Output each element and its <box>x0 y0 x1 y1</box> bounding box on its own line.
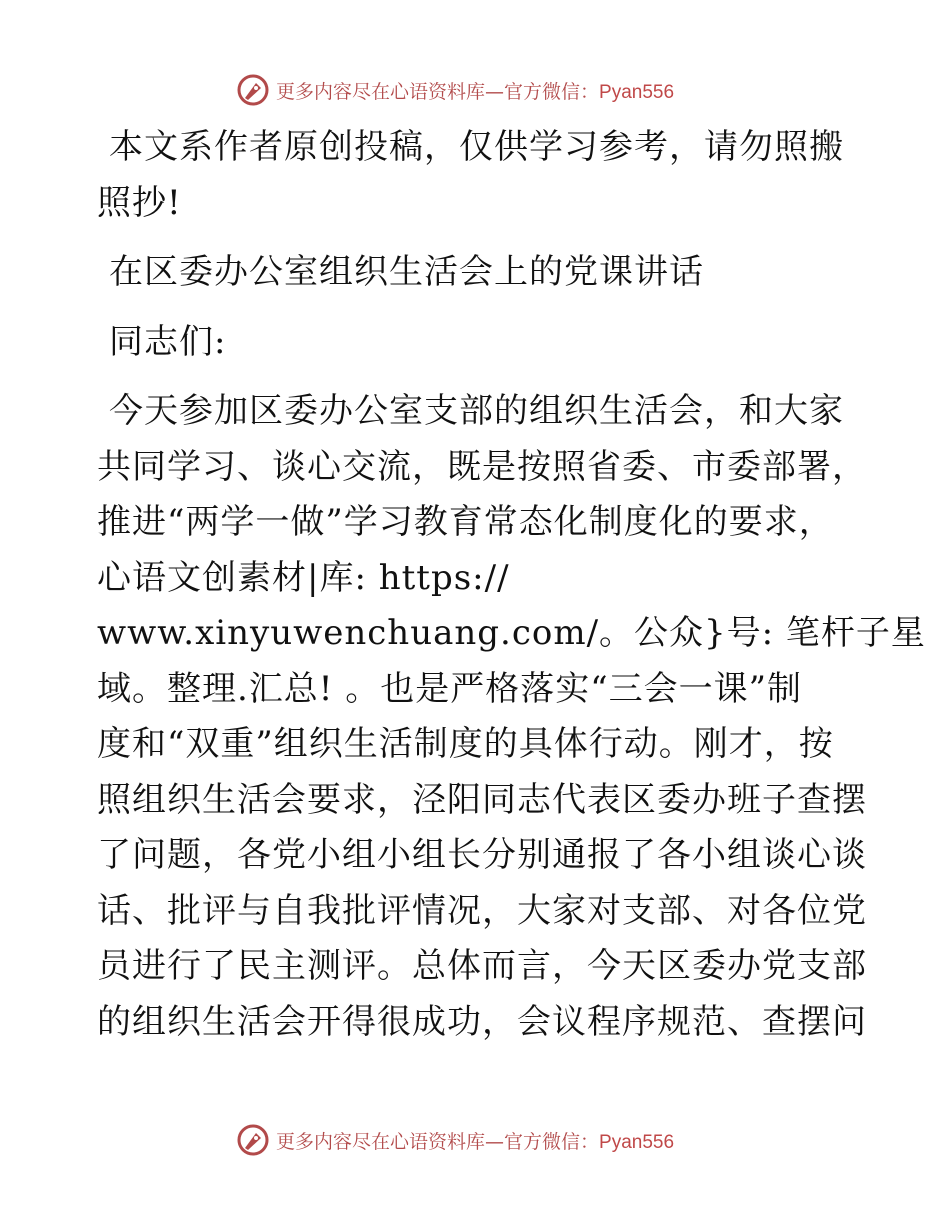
body-line: 照组织生活会要求，泾阳同志代表区委办班子查摆 <box>97 779 867 820</box>
watermark-wechat-id: Pyan556 <box>599 1131 675 1153</box>
body-line: 话、批评与自我批评情况，大家对支部、对各位党 <box>97 890 867 931</box>
body-line: 今天参加区委办公室支部的组织生活会，和大家 <box>109 391 844 431</box>
body-line: 度和“双重”组织生活制度的具体行动。刚才，按 <box>97 724 834 764</box>
salutation: 同志们: <box>109 321 227 362</box>
header-watermark <box>236 72 756 108</box>
body-line: www.xinyuwenchuang.com/。公众}号: 笔杆子星 <box>97 613 926 653</box>
body-paragraph <box>97 384 926 1050</box>
notice-paragraph <box>97 120 857 231</box>
body-line: 共同学习、谈心交流，既是按照省委、市委部署， <box>97 446 867 487</box>
body-line: 员进行了民主测评。总体而言，今天区委办党支部 <box>97 946 867 986</box>
notice-line: 本文系作者原创投稿，仅供学习参考，请勿照搬 <box>109 127 844 167</box>
body-line: 推进“两学一做”学习教育常态化制度化的要求， <box>97 502 834 542</box>
watermark-wechat-id: Pyan556 <box>599 81 675 103</box>
body-line: 了问题，各党小组小组长分别通报了各小组谈心谈 <box>97 835 867 875</box>
watermark-brand-text: 更多内容尽在心语资料库—官方微信：Pyan556 <box>276 80 675 103</box>
pen-nib-logo-icon <box>236 1123 270 1157</box>
notice-line: 照抄! <box>97 182 182 223</box>
body-line: 域。整理.汇总! 。也是严格落实“三会一课”制 <box>97 668 803 709</box>
body-line: 的组织生活会开得很成功，会议程序规范、查摆问 <box>97 1001 867 1042</box>
document-title: 在区委办公室组织生活会上的党课讲话 <box>109 252 704 292</box>
pen-nib-logo-icon <box>236 73 270 107</box>
body-line: 心语文创素材|库: https:// <box>97 557 510 598</box>
watermark-brand-text: 更多内容尽在心语资料库—官方微信：Pyan556 <box>276 1130 675 1153</box>
document-body <box>97 120 926 1050</box>
footer-watermark <box>236 1122 756 1158</box>
